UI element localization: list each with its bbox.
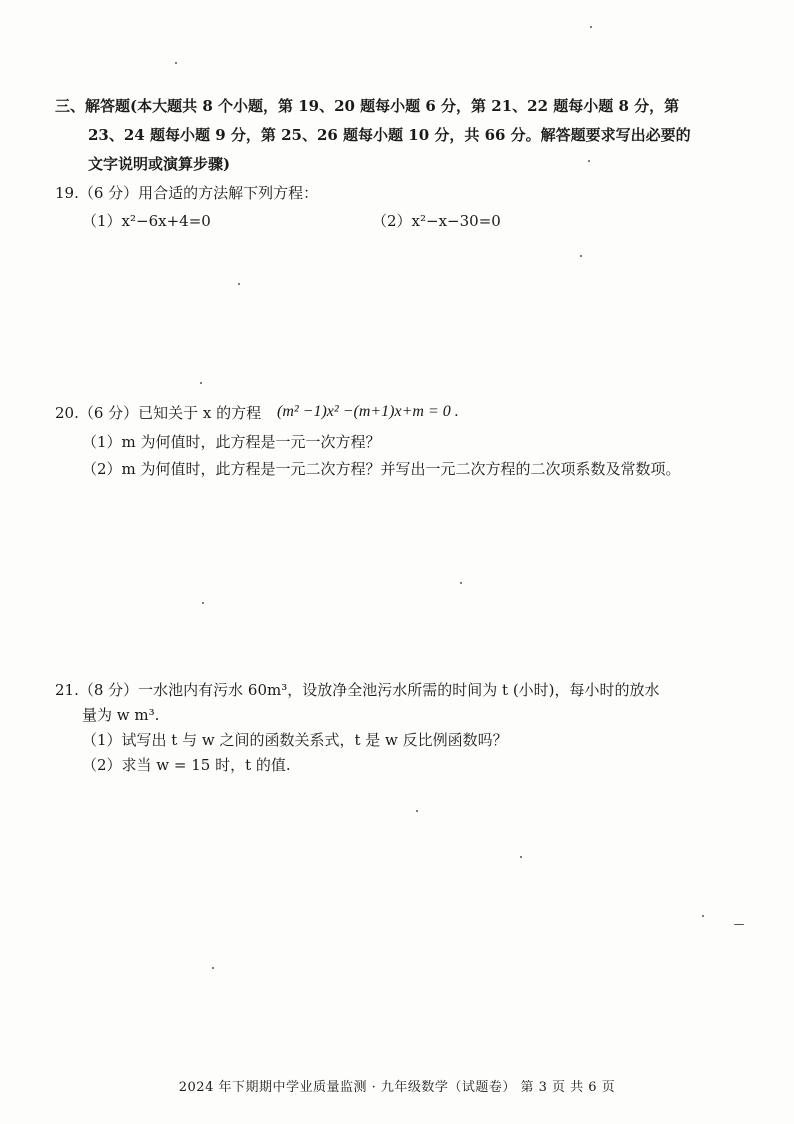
scan-speck	[580, 255, 582, 257]
question-21-part-1: （1）试写出 t 与 w 之间的函数关系式，t 是 w 反比例函数吗？	[82, 731, 508, 749]
scan-speck	[200, 382, 202, 384]
question-20-part-1: （1）m 为何值时，此方程是一元一次方程？	[82, 433, 381, 451]
scan-speck	[460, 582, 462, 584]
scan-speck	[702, 915, 704, 917]
question-19-stem: 19.（6 分）用合适的方法解下列方程：	[55, 184, 319, 202]
question-19-part-2: （2）x²−x−30=0	[372, 212, 501, 230]
scan-speck	[238, 283, 240, 285]
scan-speck	[416, 810, 418, 812]
section-heading-line-3: 文字说明或演算步骤)	[88, 155, 231, 173]
question-19-part-1: （1）x²−6x+4=0	[82, 212, 211, 230]
question-21-part-2: （2）求当 w = 15 时，t 的值.	[82, 756, 291, 774]
question-21-stem-line-1: 21.（8 分）一水池内有污水 60m³，设放净全池污水所需的时间为 t (小时)，每小时的放水	[55, 681, 660, 699]
scan-speck	[520, 856, 522, 858]
scan-speck	[212, 967, 214, 969]
section-heading-line-2: 23、24 题每小题 9 分，第 25、26 题每小题 10 分，共 66 分。解答题要求写出必要的	[88, 126, 691, 144]
scan-speck	[175, 62, 177, 64]
scan-speck	[588, 160, 590, 162]
section-heading-line-1: 三、解答题(本大题共 8 个小题，第 19、20 题每小题 6 分，第 21、22 题每小题 8 分，第	[55, 97, 680, 115]
page-footer: 2024 年下期期中学业质量监测 · 九年级数学（试题卷） 第 3 页 共 6 页	[178, 1080, 616, 1095]
question-20-equation: (m² −1)x² −(m+1)x+m = 0 .	[277, 403, 459, 420]
question-20-part-2: （2）m 为何值时，此方程是一元二次方程？并写出一元二次方程的二次项系数及常数项。	[82, 460, 681, 478]
scan-speck	[202, 602, 204, 604]
scan-speck	[590, 26, 592, 28]
question-21-stem-line-2: 量为 w m³.	[82, 706, 160, 724]
scan-speck	[734, 924, 744, 925]
question-20-stem: 20.（6 分）已知关于 x 的方程	[55, 404, 262, 422]
